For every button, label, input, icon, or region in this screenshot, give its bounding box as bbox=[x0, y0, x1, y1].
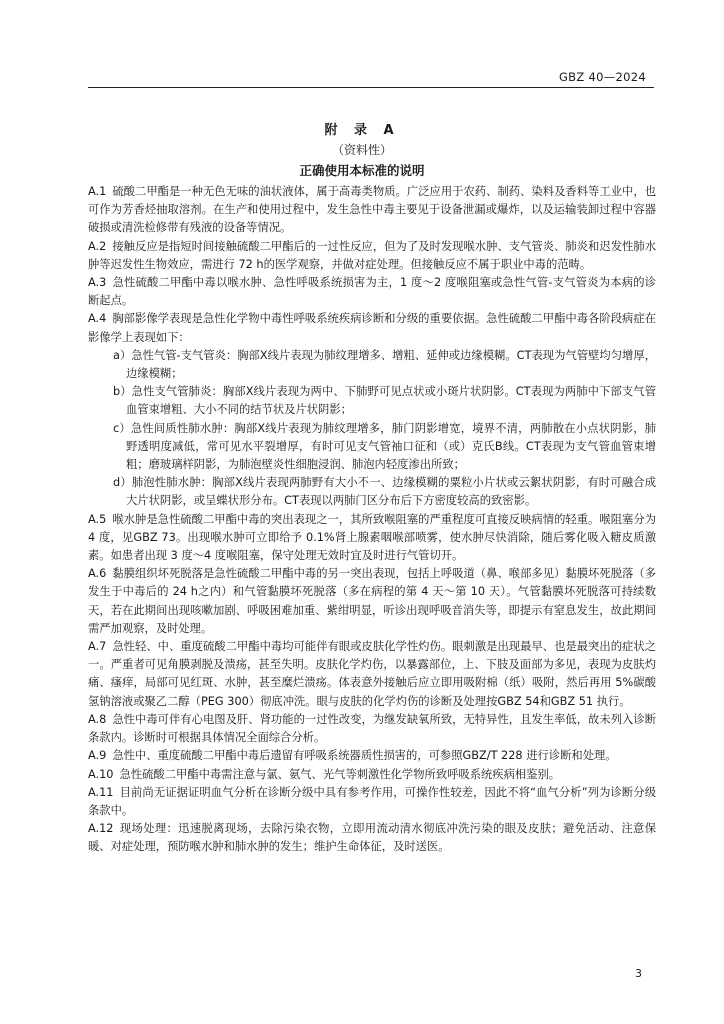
clause-text: 胸部影像学表现是急性化学物中毒性呼吸系统疾病诊断和分级的重要依据。急性硫酸二甲酯中毒各阶段病症在影像学上表现如下： bbox=[88, 312, 656, 344]
header-rule bbox=[88, 87, 654, 88]
clause-a3 bbox=[88, 274, 656, 310]
clause-text: 急性硫酸二甲酯中毒以喉水肿、急性呼吸系统损害为主，1 度～2 度喉阻塞或急性气管-支气管炎为本病的诊断起点。 bbox=[88, 276, 656, 308]
list-item-b: b）急性支气管肺炎：胸部X线片表现为两中、下肺野可见点状或小斑片状阴影。CT表现为两肺中下部支气管血管束增粗、大小不同的结节状及片状阴影； bbox=[113, 385, 656, 417]
appendix-titles bbox=[0, 122, 724, 180]
list-item-d: d）肺泡性肺水肿：胸部X线片表现两肺野有大小不一、边缘模糊的粟粒小片状或云絮状阴影，有时可融合成大片状阴影，或呈蝶状形分布。CT表现以两肺门区分布后下方密度较高的致密影。 bbox=[113, 476, 656, 508]
clause-number: A.3 bbox=[88, 276, 107, 290]
clause-a7 bbox=[88, 638, 656, 711]
clause-number: A.12 bbox=[88, 822, 114, 836]
clause-a2 bbox=[88, 238, 656, 274]
clause-text: 急性中、重度硫酸二甲酯中毒后遗留有呼吸系统器质性损害的，可参照GBZ/T 228 进行诊断和处理。 bbox=[112, 749, 617, 763]
clause-text: 接触反应是指短时间接触硫酸二甲酯后的一过性反应，但为了及时发现喉水肿、支气管炎、肺炎和迟发性肺水肿等迟发性生物效应，需进行 72 h的医学观察，并做对症处理。但接触反应不属于职业中毒的范畴。 bbox=[88, 239, 656, 271]
standard-code: GBZ 40—2024 bbox=[558, 70, 646, 84]
clause-number: A.8 bbox=[88, 712, 107, 726]
clause-a10 bbox=[88, 766, 656, 784]
clause-text: 黏膜组织坏死脱落是急性硫酸二甲酯中毒的另一突出表现，包括上呼吸道（鼻、喉部多见）黏膜坏死脱落（多发生于中毒后的 24 h之内）和气管黏膜坏死脱落（多在病程的第 4 天～第 10 天）。气管黏膜坏死脱落可持续数天，若在此期间出现咳嗽加剧、呼吸困难加重、紫绀明显，听诊出现呼吸音消失等，即提示有窒息发生，故此期间需严加观察，及时处理。 bbox=[88, 567, 656, 635]
clause-a9 bbox=[88, 747, 656, 765]
clause-a6 bbox=[88, 565, 656, 638]
clause-number: A.7 bbox=[88, 640, 107, 654]
clause-a12 bbox=[88, 820, 656, 856]
document-body bbox=[88, 183, 656, 857]
clause-a11 bbox=[88, 784, 656, 820]
clause-number: A.10 bbox=[88, 767, 114, 781]
appendix-label: 附 录 A bbox=[324, 123, 400, 138]
clause-number: A.6 bbox=[88, 567, 107, 581]
clause-number: A.5 bbox=[88, 512, 107, 526]
clause-a8 bbox=[88, 711, 656, 747]
clause-text: 急性中毒可伴有心电图及肝、肾功能的一过性改变，为继发缺氧所致，无特异性，且发生率低，故未列入诊断条款内。诊断时可根据具体情况全面综合分析。 bbox=[88, 712, 656, 745]
clause-number: A.2 bbox=[88, 239, 107, 253]
clause-text: 目前尚无证据证明血气分析在诊断分级中具有参考作用，可操作性较差，因此不将“血气分析”列为诊断分级条款中。 bbox=[88, 785, 656, 817]
clause-number: A.1 bbox=[88, 185, 107, 198]
clause-a1 bbox=[88, 183, 656, 238]
clause-text: 硫酸二甲酯是一种无色无味的油状液体，属于高毒类物质。广泛应用于农药、制药、染料及香料等工业中，也可作为芳香烃抽取溶剂。在生产和使用过程中，发生急性中毒主要见于设备泄漏或爆炸，以及运输装卸过程中容器破损或清洗检修带有残液的设备等情况。 bbox=[88, 185, 656, 235]
clause-number: A.11 bbox=[88, 785, 114, 799]
list-item-c: c）急性间质性肺水肿：胸部X线片表现为肺纹理增多，肺门阴影增宽，境界不清，两肺散在小点状阴影，肺野透明度减低，常可见水平裂增厚，有时可见支气管袖口征和（或）克氏B线。CT表现为支气管血管束增粗；磨玻璃样阴影，为肺泡壁炎性细胞浸润、肺泡内轻度渗出所致； bbox=[113, 421, 656, 472]
list-item-a: a）急性气管-支气管炎：胸部X线片表现为肺纹理增多、增粗、延伸或边缘模糊。CT表现为气管壁均匀增厚，边缘模糊； bbox=[113, 348, 656, 381]
clause-a4 bbox=[88, 310, 656, 346]
clause-text: 喉水肿是急性硫酸二甲酯中毒的突出表现之一，其所致喉阻塞的严重程度可直接反映病情的轻重。喉阻塞分为 4 度，见GBZ 73。出现喉水肿可立即给予 0.1%肾上腺素咽喉部喷雾，使水肿尽快消除，随后雾化吸入糖皮质激素。如患者出现 3 度～4 度喉阻塞，保守处理无效时宜及时进行气管切开。 bbox=[88, 512, 656, 563]
clause-text: 现场处理：迅速脱离现场，去除污染衣物，立即用流动清水彻底冲洗污染的眼及皮肤；避免活动、注意保暖、对症处理，预防喉水肿和肺水肿的发生；维护生命体征，及时送医。 bbox=[88, 822, 656, 854]
page-number: 3 bbox=[635, 967, 642, 980]
clause-number: A.4 bbox=[88, 312, 107, 326]
clause-text: 急性轻、中、重度硫酸二甲酯中毒均可能伴有眼或皮肤化学性灼伤。眼刺激是出现最早、也是最突出的症状之一。严重者可见角膜剥脱及溃疡，甚至失明。皮肤化学灼伤，以暴露部位，上、下肢及面部为多见，表现为皮肤灼痛、瘙痒，局部可见红斑、水肿，甚至糜烂溃疡。体表意外接触后应立即用吸附棉（纸）吸附，然后再用 5%碳酸氢钠溶液或聚乙二醇（PEG 300）彻底冲洗。眼与皮肤的化学灼伤的诊断及处理按GBZ 54和GBZ 51 执行。 bbox=[88, 640, 656, 708]
clause-a5 bbox=[88, 511, 656, 566]
appendix-type: （资料性） bbox=[331, 143, 392, 157]
appendix-title: 正确使用本标准的说明 bbox=[299, 163, 425, 178]
clause-number: A.9 bbox=[88, 749, 107, 763]
clause-text: 急性硫酸二甲酯中毒需注意与氯、氨气、光气等刺激性化学物所致呼吸系统疾病相鉴别。 bbox=[119, 767, 561, 781]
